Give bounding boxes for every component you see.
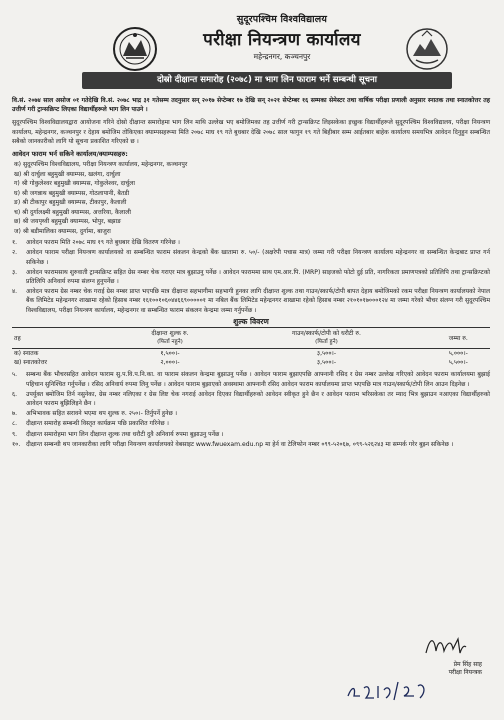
rule-number: ५. (12, 371, 18, 379)
office-item: क) सुदूरपश्चिम विश्वविद्यालय, परीक्षा नियन्त्रण कार्यालय, महेन्द्रनगर, कञ्चनपुर (14, 161, 188, 169)
rule-number: १०. (12, 440, 21, 448)
table-row (12, 349, 490, 359)
rule-number: ३. (12, 268, 18, 276)
fee-header-convocation: दीक्षान्त शुल्क रु. (फिर्ता नहुने) (114, 328, 227, 349)
fee-header-level: तह (12, 328, 114, 349)
fee-cell: ३,५००।- (316, 350, 337, 358)
office-item: ख) श्री दार्चुला बहुमुखी क्याम्पस, खलंगा, दार्चुला (14, 170, 121, 178)
rule-number: ८. (12, 420, 18, 428)
nepal-emblem-icon (404, 26, 450, 72)
office-item: छ) श्री जयपृथ्वी बहुमुखी क्याम्पस, भोपुर, बझाङ (14, 218, 122, 226)
office-item: ग) श्री गोकुलेश्वर बहुमुखी क्याम्पस, गोकुलेश्वर, दार्चुला (14, 180, 135, 188)
rule-number: १. (12, 239, 18, 247)
signatory-name: प्रेम सिंह साह (453, 661, 482, 668)
rule-text: आवेदन फाराम परीक्षा नियन्त्रण कार्यालयको वा सम्बन्धित फाराम संकलन केन्द्रको बैंक खातामा रु. ५०/- (अक्षरेपी पचास मात्र) जम्मा गरी परीक्षा नियन्त्रण कार्यालय महेन्द्रनगर वा सम्बन्धित केन्द्रबाट प्राप्त गर्न सकिनेछ । (26, 249, 490, 266)
rules-list-a (12, 238, 490, 315)
rule-text: दीक्षान्त समारोह सम्बन्धी विस्तृत कार्यक्रम पछि प्रकाशित गरिनेछ । (26, 420, 169, 428)
rule-number: ६. (12, 390, 18, 398)
rule-item (12, 419, 490, 428)
office-name: परीक्षा नियन्त्रण कार्यालय (203, 30, 361, 50)
rule-number: ४. (12, 288, 18, 296)
signature-block (392, 633, 482, 676)
rule-text: आवेदन फाराम मिति २०७८ माघ १९ गते बुधबार देखि वितरण गरिनेछ । (26, 239, 180, 247)
fee-cell: २,०००।- (160, 359, 180, 367)
office-address: महेन्द्रनगर, कञ्चनपुर (253, 52, 311, 61)
rule-text: सम्बन्ध बैंक भौचरसहित आवेदन फाराम सु.प.वि.प.नि.का. वा फाराम संकलन केन्द्रमा बुझाउनु पर्नेछ । आवेदन फाराम बुझाएपछि आफ्नानी रसिद र ग्रेस नम्बर उल्लेख गरिएको आवेदन फाराम कार्यालयमा बुझाई पहिचान सुनिश्चित गर्नुपर्नेछ । रसिद अनिवार्य रुपमा लिनु पर्नेछ । आवेदन फाराम बुझाएको अवस्थामा आफ्नानी रसिद आवेदन फाराम कार्यालयमा प्राप्त भएपछि मात्र गाउन/स्कार्फ/टोपी लिन आउन दिइनेछ । (26, 371, 490, 388)
university-name: सुदूरपश्चिम विश्वविद्यालय (236, 14, 328, 25)
rule-item (12, 370, 490, 388)
rule-item (12, 409, 490, 418)
rule-item (12, 238, 490, 247)
letterhead-text (162, 12, 402, 62)
rule-item (12, 440, 490, 449)
rule-item (12, 287, 490, 315)
office-item: ङ) श्री टीकापुर बहुमुखी क्याम्पस, टीकापुर, कैलाली (14, 199, 127, 207)
office-list (12, 160, 490, 236)
rules-list-b (12, 370, 490, 449)
notice-body (12, 96, 490, 449)
fee-cell: क) स्नातक (14, 350, 39, 358)
fee-header-gown-deposit: गाउन/स्कार्फ/टोपी को धरौटी रु. (फिर्ता हुने) (226, 328, 426, 349)
fee-table (12, 327, 490, 367)
rule-item (12, 248, 490, 266)
rule-text: उपर्युक्त बमोजिम तिर्न नसुनेका, ग्रेस नम्बर नलिएका र ग्रेस लिष्ट चेक नगराई आवेदन दिएका विद्यार्थीहरुको आवेदन स्वीकृत हुने छैन र आवेदन फाराम भरिसकेका तर म्याद भित्र बुझाउन नआएका विद्यार्थीहरुको आवेदन फाराम बुझिलिइने छैन । (26, 390, 490, 408)
fee-cell: ५,०००।- (448, 350, 468, 358)
office-item: घ) श्री जगन्नाथ बहुमुखी क्याम्पस, गोठलापानी, बैतडी (14, 189, 130, 197)
fee-cell: १,५००।- (160, 350, 180, 358)
letterhead (12, 0, 490, 96)
rule-number: २. (12, 249, 18, 257)
rule-text: दीक्षान्त समारोहमा भाग लिन दीक्षान्त शुल्क तथा धरौटी दुवै अनिवार्य रुपमा बुझाउनु पर्नेछ । (26, 430, 224, 438)
rule-item (12, 390, 490, 408)
rule-number: ७. (12, 410, 18, 418)
university-logo (112, 26, 158, 72)
table-row (12, 358, 490, 367)
rule-text: दीक्षान्त सम्बन्धी थप जानकारीका लागि परीक्षा नियन्त्रण कार्यालयको वेबसाइट www.fwuexam.edu.np मा हेर्न वा टेलिफोन नम्बर ०९९-५२०६७, ०९९-५२६२४३ मा सम्पर्क गरेर बुझ्न सकिनेछ । (26, 440, 454, 448)
intro-paragraph: वि.सं. २०७४ साल असोज ०१ गतेदेखि वि.सं. २०७८ भाद्र ३१ गतेसम्म तदनुसार सन् २०१७ सेप्टेम्बर १७ देखि सन् २०२१ सेप्टेम्बर १६ सम्मका सेमेस्टर तथा वार्षिक परीक्षा प्रणाली अनुसार स्नातक तथा स्नातकोत्तर तह उत्तीर्ण गरी ट्रान्सक्रिप्ट लिएका विद्यार्थीहरूले भाग लिन पाउने । (12, 97, 490, 114)
fee-cell: ख) स्नातकोत्तर (14, 359, 48, 367)
office-item: ज) श्री बडीमालिका क्याम्पस, दुर्गामा, बाजुरा (14, 227, 111, 235)
signature-scribble (422, 633, 468, 659)
handwritten-date (344, 678, 434, 704)
notice-title: दोस्रो दीक्षान्त समारोह (२०७८) मा भाग लिन फाराम भर्ने सम्बन्धी सूचना (82, 72, 452, 89)
office-item: च) श्री दुर्गालक्ष्मी बहुमुखी क्याम्पस, अत्तरिया, कैलाली (14, 208, 131, 216)
rule-text: अभिभावक सहित सरावने भएमा थप शुल्क रु. २५०।- तिर्नुपर्ने हुनेछ । (26, 410, 178, 418)
offices-heading: आवेदन फाराम भर्न सकिने कार्यालय/क्याम्पसहरु: (12, 150, 128, 159)
fee-cell: ५,५००।- (448, 359, 468, 367)
main-paragraph: सुदूरपश्चिम विश्वविद्यालयद्वारा आयोजना गरिने दोस्रो दीक्षान्त समारोहमा भाग लिन माथि उल्लेख भए बमोजिमका तह उत्तीर्ण गरी ट्रान्सक्रिप्ट लिइसकेका इच्छुक विद्यार्थीहरूले सुदूरपश्चिम विश्वविद्यालय, परीक्षा नियन्त्रण कार्यालय, महेन्द्रनगर, कञ्चनपुर र देहाय बमोजिम तोकिएका क्याम्पसहरूमा मिति २०७८ माघ १९ गते बुधबार देखि २०७८ साल फागुन १९ गते बिहीबार सम्म आईतबार बाहेक कार्यालय समयभित्र आवेदन दिनुहुन सम्बन्धित सबैको जानकारीको लागि यो सूचना प्रकाशित गरिएको छ । (12, 119, 490, 145)
fee-header-row (12, 328, 490, 349)
rule-text: आवेदन फारामसाथ शुरुवाती ट्रान्सक्रिप्ट सहित ग्रेस नम्बर चेक गराएर मात्र बुझाउनु पर्नेछ । आवेदन फाराममा साथ एम.आर.पि. (MRP) साइजको फोटो दुई प्रति, नागरिकता प्रमाणपत्रको प्रतिलिपि तथा ट्रान्सक्रिप्टको प्रतिलिपि अनिवार्य रुपमा संलग्न हुनुपर्नेछ । (26, 268, 490, 286)
rule-number: ९. (12, 430, 18, 438)
fee-cell: ३,५००।- (316, 359, 337, 367)
fee-header-total: जम्मा रु. (427, 328, 490, 349)
rule-item (12, 430, 490, 439)
fee-table-title: शुल्क विवरण (233, 316, 269, 326)
rule-item (12, 268, 490, 286)
rule-text: आवेदन फाराम ग्रेस नम्बर चेक गराई ग्रेस नम्बर प्राप्त भएपछि मात्र दीक्षान्त सहभागीमा सहभागी हुनका लागि दीक्षान्त शुल्क तथा गाउन/स्कार्फ/टोपी बापत देहाय बमोजिमको रकम परीक्षा नियन्त्रण कार्यालयको नेपाल बैंक लिमिटेड महेन्द्रनगर शाखामा रहेको हिसाब नम्बर १६१००१०६०४४६६९०००००१ मा नबिल बैंक लिमिटेड महेन्द्रनगर शाखामा रहेको हिसाब नम्बर २१०१०१७०००१२४ मा जम्मा गरेको भौचर संलग्न गरी सुदूरपश्चिम विश्वविद्यालय, परीक्षा नियन्त्रण कार्यालय, महेन्द्रनगर वा सम्बन्धित फाराम संकलन केन्द्रमा जम्मा गर्नुपर्नेछ । (26, 288, 490, 314)
signatory-title: परीक्षा नियन्त्रक (448, 669, 482, 676)
